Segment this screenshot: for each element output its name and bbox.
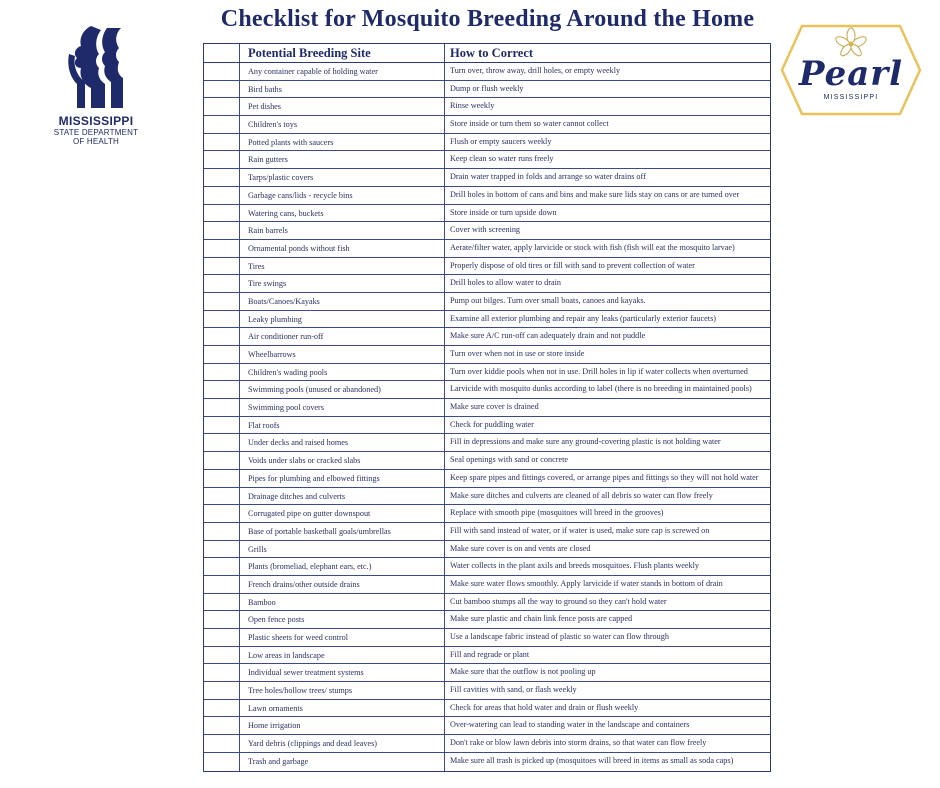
how-to-correct-cell: Store inside or turn them so water cannot collect xyxy=(450,119,609,129)
checkbox-cell[interactable] xyxy=(204,169,240,186)
table-header-row xyxy=(204,44,770,63)
breeding-site-cell: Tree holes/hollow trees/ stumps xyxy=(240,682,445,699)
breeding-site-cell: Lawn ornaments xyxy=(240,700,445,717)
checkbox-cell[interactable] xyxy=(204,98,240,115)
table-row xyxy=(204,116,770,134)
how-to-correct-cell: Properly dispose of old tires or fill with sand to prevent collection of water xyxy=(450,260,695,270)
breeding-site-cell: Boats/Canoes/Kayaks xyxy=(240,293,445,310)
table-row xyxy=(204,664,770,682)
breeding-site-cell: Voids under slabs or cracked slabs xyxy=(240,452,445,469)
breeding-site-cell: Rain barrels xyxy=(240,222,445,239)
table-row xyxy=(204,576,770,594)
table-row xyxy=(204,488,770,506)
how-to-correct-cell: Use a landscape fabric instead of plastic so water can flow through xyxy=(450,632,669,641)
how-to-correct-cell: Dump or flush weekly xyxy=(450,83,524,93)
checkbox-cell[interactable] xyxy=(204,417,240,434)
how-to-correct-cell: Drill holes to allow water to drain xyxy=(450,278,561,288)
breeding-site-cell: Drainage ditches and culverts xyxy=(240,488,445,505)
checkbox-cell[interactable] xyxy=(204,346,240,363)
checkbox-cell[interactable] xyxy=(204,541,240,558)
table-row xyxy=(204,611,770,629)
msdh-logo xyxy=(46,24,146,146)
breeding-site-cell: Plants (bromeliad, elephant ears, etc.) xyxy=(240,558,445,575)
breeding-site-cell: Bamboo xyxy=(240,594,445,611)
msdh-sub-1: STATE DEPARTMENT xyxy=(53,128,139,137)
table-row xyxy=(204,541,770,559)
table-row xyxy=(204,717,770,735)
how-to-correct-cell: Replace with smooth pipe (mosquitoes will breed in the grooves) xyxy=(450,508,664,518)
table-row xyxy=(204,151,770,169)
checkbox-cell[interactable] xyxy=(204,364,240,381)
checkbox-cell[interactable] xyxy=(204,470,240,487)
breeding-site-cell: Plastic sheets for weed control xyxy=(240,629,445,646)
how-to-correct-cell: Pump out bilges. Turn over small boats, canoes and kayaks. xyxy=(450,295,646,305)
table-row xyxy=(204,222,770,240)
table-row xyxy=(204,81,770,99)
table-row xyxy=(204,629,770,647)
pearl-wordmark: Pearl xyxy=(798,54,904,94)
checkbox-cell[interactable] xyxy=(204,523,240,540)
how-to-correct-cell: Drill holes in bottom of cans and bins and make sure lids stay on cans or are turned over xyxy=(450,189,740,199)
checkbox-cell[interactable] xyxy=(204,381,240,398)
checkbox-cell[interactable] xyxy=(204,311,240,328)
breeding-site-cell: French drains/other outside drains xyxy=(240,576,445,593)
how-to-correct-cell: Make sure that the outflow is not pooling up xyxy=(450,667,596,677)
checkbox-cell[interactable] xyxy=(204,187,240,204)
how-to-correct-cell: Turn over kiddie pools when not in use. Drill holes in lip if water collects when overturned xyxy=(450,366,748,376)
checkbox-cell[interactable] xyxy=(204,488,240,505)
breeding-site-cell: Pet dishes xyxy=(240,98,445,115)
checkbox-cell[interactable] xyxy=(204,328,240,345)
checkbox-cell[interactable] xyxy=(204,664,240,681)
checkbox-cell[interactable] xyxy=(204,205,240,222)
how-to-correct-cell: Flush or empty saucers weekly xyxy=(450,136,552,146)
how-to-correct-cell: Examine all exterior plumbing and repair any leaks (particularly exterior faucets) xyxy=(450,313,716,323)
breeding-site-cell: Pipes for plumbing and elbowed fittings xyxy=(240,470,445,487)
how-to-correct-cell: Make sure A/C run-off can adequately drain and not puddle xyxy=(450,331,646,341)
how-to-correct-cell: Make sure water flows smoothly. Apply larvicide if water stands in bottom of drain xyxy=(450,578,723,588)
how-to-correct-cell: Drain water trapped in folds and arrange so water drains off xyxy=(450,172,646,182)
checkbox-cell[interactable] xyxy=(204,452,240,469)
how-to-correct-cell: Cover with screening xyxy=(450,225,521,235)
header-breeding-site: Potential Breeding Site xyxy=(240,44,445,62)
table-row xyxy=(204,470,770,488)
breeding-site-cell: Swimming pool covers xyxy=(240,399,445,416)
breeding-site-cell: Flat roofs xyxy=(240,417,445,434)
table-row xyxy=(204,594,770,612)
breeding-site-cell: Garbage cans/lids - recycle bins xyxy=(240,187,445,204)
breeding-site-cell: Children's toys xyxy=(240,116,445,133)
breeding-site-cell: Swimming pools (unused or abandoned) xyxy=(240,381,445,398)
breeding-site-cell: Tire swings xyxy=(240,275,445,292)
breeding-site-cell: Tires xyxy=(240,258,445,275)
table-row xyxy=(204,523,770,541)
table-row xyxy=(204,346,770,364)
checkbox-cell[interactable] xyxy=(204,576,240,593)
breeding-site-cell: Watering cans, buckets xyxy=(240,205,445,222)
table-row xyxy=(204,505,770,523)
checkbox-cell[interactable] xyxy=(204,611,240,628)
table-row xyxy=(204,647,770,665)
checkbox-cell[interactable] xyxy=(204,293,240,310)
checkbox-cell[interactable] xyxy=(204,258,240,275)
table-row xyxy=(204,275,770,293)
table-row xyxy=(204,98,770,116)
breeding-site-cell: Individual sewer treatment systems xyxy=(240,664,445,681)
table-row xyxy=(204,311,770,329)
how-to-correct-cell: Fill in depressions and make sure any ground-covering plastic is not holding water xyxy=(450,437,721,447)
how-to-correct-cell: Turn over when not in use or store inside xyxy=(450,349,585,358)
checkbox-cell[interactable] xyxy=(204,399,240,416)
how-to-correct-cell: Seal openings with sand or concrete xyxy=(450,455,569,465)
breeding-site-cell: Base of portable basketball goals/umbrellas xyxy=(240,523,445,540)
breeding-site-cell: Tarps/plastic covers xyxy=(240,169,445,186)
table-row xyxy=(204,293,770,311)
how-to-correct-cell: Check for areas that hold water and drain or flush weekly xyxy=(450,702,639,712)
breeding-site-cell: Any container capable of holding water xyxy=(240,63,445,80)
table-row xyxy=(204,328,770,346)
checkbox-cell[interactable] xyxy=(204,594,240,611)
table-row xyxy=(204,205,770,223)
checkbox-cell[interactable] xyxy=(204,505,240,522)
checkbox-cell[interactable] xyxy=(204,63,240,80)
table-row xyxy=(204,399,770,417)
breeding-site-cell: Rain gutters xyxy=(240,151,445,168)
table-row xyxy=(204,417,770,435)
checkbox-cell[interactable] xyxy=(204,682,240,699)
checklist-table xyxy=(203,43,771,772)
checkbox-cell[interactable] xyxy=(204,134,240,151)
header-how-to-correct: How to Correct xyxy=(450,46,534,60)
page-title: Checklist for Mosquito Breeding Around the Home xyxy=(220,6,755,32)
breeding-site-cell: Wheelbarrows xyxy=(240,346,445,363)
how-to-correct-cell: Aerate/filter water, apply larvicide or stock with fish (fish will eat the mosquito larvae) xyxy=(450,242,735,252)
pearl-logo xyxy=(780,24,922,116)
breeding-site-cell: Bird baths xyxy=(240,81,445,98)
checkbox-cell[interactable] xyxy=(204,753,240,771)
pearl-sub: MISSISSIPPI xyxy=(823,94,879,101)
breeding-site-cell: Potted plants with saucers xyxy=(240,134,445,151)
table-row xyxy=(204,381,770,399)
table-row xyxy=(204,169,770,187)
table-row xyxy=(204,258,770,276)
breeding-site-cell: Grills xyxy=(240,541,445,558)
how-to-correct-cell: Fill cavities with sand, or flash weekly xyxy=(450,685,577,695)
checkbox-column-header xyxy=(204,44,240,62)
breeding-site-cell: Ornamental ponds without fish xyxy=(240,240,445,257)
checkbox-cell[interactable] xyxy=(204,434,240,451)
breeding-site-cell: Low areas in landscape xyxy=(240,647,445,664)
how-to-correct-cell: Larvicide with mosquito dunks according to label (there is no breeding in maintained pools) xyxy=(450,384,752,394)
how-to-correct-cell: Over-watering can lead to standing water in the landscape and containers xyxy=(450,720,690,730)
breeding-site-cell: Open fence posts xyxy=(240,611,445,628)
breeding-site-cell: Trash and garbage xyxy=(240,753,445,771)
how-to-correct-cell: Make sure ditches and culverts are cleaned of all debris so water can flow freely xyxy=(450,490,713,500)
how-to-correct-cell: Make sure cover is on and vents are closed xyxy=(450,543,591,553)
table-row xyxy=(204,63,770,81)
how-to-correct-cell: Cut bamboo stumps all the way to ground so they can't hold water xyxy=(450,596,667,606)
breeding-site-cell: Air conditioner run-off xyxy=(240,328,445,345)
profile-silhouette-icon xyxy=(61,24,131,110)
how-to-correct-cell: Rinse weekly xyxy=(450,101,495,111)
breeding-site-cell: Home irrigation xyxy=(240,717,445,734)
how-to-correct-cell: Fill and regrade or plant xyxy=(450,649,530,659)
checkbox-cell[interactable] xyxy=(204,700,240,717)
checkbox-cell[interactable] xyxy=(204,116,240,133)
checkbox-cell[interactable] xyxy=(204,222,240,239)
how-to-correct-cell: Make sure all trash is picked up (mosquitoes will breed in items as small as soda caps) xyxy=(450,755,734,765)
checkbox-cell[interactable] xyxy=(204,647,240,664)
checkbox-cell[interactable] xyxy=(204,151,240,168)
how-to-correct-cell: Fill with sand instead of water, or if water is used, make sure cap is screwed on xyxy=(450,525,710,535)
checkbox-cell[interactable] xyxy=(204,240,240,257)
how-to-correct-cell: Store inside or turn upside down xyxy=(450,207,557,217)
msdh-sub-2: OF HEALTH xyxy=(72,137,120,146)
checkbox-cell[interactable] xyxy=(204,629,240,646)
table-row xyxy=(204,240,770,258)
table-row xyxy=(204,558,770,576)
checkbox-cell[interactable] xyxy=(204,717,240,734)
table-row xyxy=(204,753,770,771)
how-to-correct-cell: Keep clean so water runs freely xyxy=(450,154,554,164)
breeding-site-cell: Under decks and raised homes xyxy=(240,434,445,451)
checkbox-cell[interactable] xyxy=(204,735,240,752)
table-row xyxy=(204,134,770,152)
how-to-correct-cell: Keep spare pipes and fittings covered, or arrange pipes and fittings so they will not hold water xyxy=(450,472,759,482)
checkbox-cell[interactable] xyxy=(204,275,240,292)
breeding-site-cell: Leaky plumbing xyxy=(240,311,445,328)
msdh-name: MISSISSIPPI xyxy=(58,114,134,128)
how-to-correct-cell: Make sure plastic and chain link fence posts are capped xyxy=(450,614,633,624)
how-to-correct-cell: Make sure cover is drained xyxy=(450,402,539,412)
how-to-correct-cell: Check for puddling water xyxy=(450,419,534,429)
checkbox-cell[interactable] xyxy=(204,81,240,98)
how-to-correct-cell: Turn over, throw away, drill holes, or empty weekly xyxy=(450,66,621,75)
breeding-site-cell: Children's wading pools xyxy=(240,364,445,381)
table-row xyxy=(204,452,770,470)
table-row xyxy=(204,735,770,753)
table-row xyxy=(204,364,770,382)
table-row xyxy=(204,187,770,205)
table-row xyxy=(204,434,770,452)
breeding-site-cell: Yard debris (clippings and dead leaves) xyxy=(240,735,445,752)
table-row xyxy=(204,700,770,718)
breeding-site-cell: Corrugated pipe on gutter downspout xyxy=(240,505,445,522)
how-to-correct-cell: Water collects in the plant axils and breeds mosquitoes. Flush plants weekly xyxy=(450,561,700,571)
how-to-correct-cell: Don't rake or blow lawn debris into storm drains, so that water can flow freely xyxy=(450,738,707,748)
table-row xyxy=(204,682,770,700)
checkbox-cell[interactable] xyxy=(204,558,240,575)
